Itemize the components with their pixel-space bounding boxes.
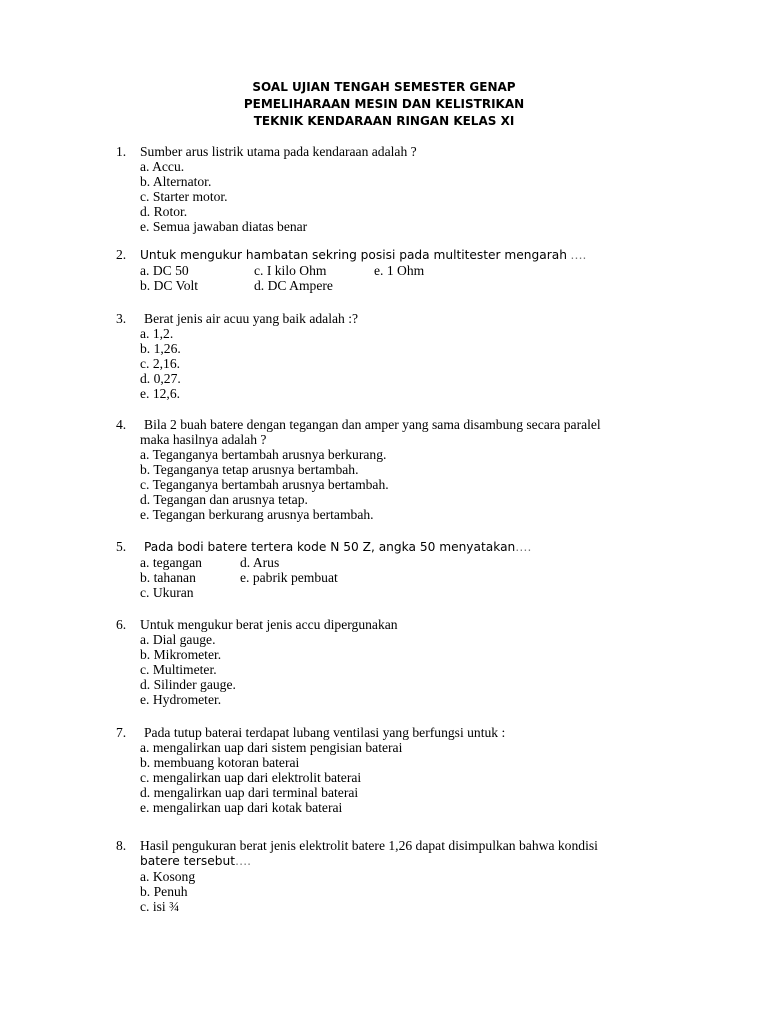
- question-6: [116, 617, 676, 707]
- option: e. Semua jawaban diatas benar: [140, 219, 308, 234]
- option: d. Rotor.: [140, 204, 188, 219]
- option: e. 1 Ohm: [374, 263, 425, 278]
- question-5: [116, 539, 676, 600]
- question-number: 5.: [116, 539, 127, 554]
- option: c. Teganganya bertambah arusnya bertambah.: [140, 477, 389, 492]
- question-stem: Pada tutup baterai terdapat lubang ventilasi yang berfungsi untuk :: [144, 725, 506, 740]
- option: e. 12,6.: [140, 386, 181, 401]
- option: c. 2,16.: [140, 356, 181, 371]
- option: e. Hydrometer.: [140, 692, 222, 707]
- option: b. Penuh: [140, 884, 188, 899]
- option: c. Ukuran: [140, 585, 194, 600]
- question-stem: Berat jenis air acuu yang baik adalah :?: [144, 311, 359, 326]
- header-subject: PEMELIHARAAN MESIN DAN KELISTRIKAN: [243, 97, 525, 111]
- option: b. Teganganya tetap arusnya bertambah.: [140, 462, 359, 477]
- option: b. tahanan: [140, 570, 196, 585]
- question-stem-continued: batere tersebut: [140, 854, 235, 868]
- question-ellipsis: ….: [570, 248, 587, 262]
- option-row: [140, 570, 676, 585]
- question-number: 3.: [116, 311, 127, 326]
- option: a. mengalirkan uap dari sistem pengisian baterai: [140, 740, 403, 755]
- question-ellipsis: ….: [234, 854, 252, 868]
- question-stem: Untuk mengukur hambatan sekring posisi pada multitester mengarah: [140, 248, 567, 262]
- option: a. Kosong: [140, 869, 196, 884]
- header-title: SOAL UJIAN TENGAH SEMESTER GENAP: [252, 80, 516, 94]
- question-number: 1.: [116, 144, 127, 159]
- option: b. Mikrometer.: [140, 647, 222, 662]
- option: c. mengalirkan uap dari elektrolit baterai: [140, 770, 362, 785]
- option: d. DC Ampere: [254, 278, 333, 293]
- option: a. Dial gauge.: [140, 632, 216, 647]
- option: c. I kilo Ohm: [254, 263, 327, 278]
- option: e. Tegangan berkurang arusnya bertambah.: [140, 507, 374, 522]
- question-3: [116, 311, 676, 401]
- question-stem-continued: maka hasilnya adalah ?: [140, 432, 267, 447]
- option: b. 1,26.: [140, 341, 181, 356]
- exam-header: [0, 79, 768, 130]
- option: c. Multimeter.: [140, 662, 217, 677]
- question-8: [116, 838, 676, 914]
- option: b. membuang kotoran baterai: [140, 755, 300, 770]
- question-number: 6.: [116, 617, 127, 632]
- option: a. Accu.: [140, 159, 185, 174]
- option: d. 0,27.: [140, 371, 181, 386]
- option: e. mengalirkan uap dari kotak baterai: [140, 800, 343, 815]
- option: d. mengalirkan uap dari terminal baterai: [140, 785, 359, 800]
- question-number: 2.: [116, 247, 127, 262]
- question-stem: Pada bodi batere tertera kode N 50 Z, angka 50 menyatakan: [144, 540, 516, 554]
- option: b. DC Volt: [140, 278, 199, 293]
- option: a. Teganganya bertambah arusnya berkurang.: [140, 447, 387, 462]
- option: a. 1,2.: [140, 326, 174, 341]
- question-ellipsis: ….: [515, 540, 532, 554]
- option-row: [140, 555, 676, 570]
- question-stem: Bila 2 buah batere dengan tegangan dan amper yang sama disambung secara paralel: [144, 417, 601, 432]
- option: d. Silinder gauge.: [140, 677, 236, 692]
- question-stem: Sumber arus listrik utama pada kendaraan adalah ?: [140, 144, 417, 159]
- option-row: [140, 263, 676, 278]
- option: d. Tegangan dan arusnya tetap.: [140, 492, 308, 507]
- option: e. pabrik pembuat: [240, 570, 338, 585]
- option-row: [140, 278, 676, 293]
- option: d. Arus: [240, 555, 280, 570]
- option: a. DC 50: [140, 263, 189, 278]
- option: c. Starter motor.: [140, 189, 228, 204]
- option: b. Alternator.: [140, 174, 212, 189]
- question-number: 4.: [116, 417, 127, 432]
- question-number: 7.: [116, 725, 127, 740]
- question-stem: Untuk mengukur berat jenis accu dipergunakan: [140, 617, 398, 632]
- option: a. tegangan: [140, 555, 202, 570]
- question-4: [116, 417, 676, 522]
- question-1: [116, 144, 676, 234]
- header-class: TEKNIK KENDARAAN RINGAN KELAS XI: [253, 114, 515, 128]
- option: c. isi ¾: [140, 899, 180, 914]
- question-7: [116, 725, 676, 815]
- question-number: 8.: [116, 838, 127, 853]
- question-2: [116, 247, 676, 293]
- question-stem: Hasil pengukuran berat jenis elektrolit batere 1,26 dapat disimpulkan bahwa kondisi: [140, 838, 598, 853]
